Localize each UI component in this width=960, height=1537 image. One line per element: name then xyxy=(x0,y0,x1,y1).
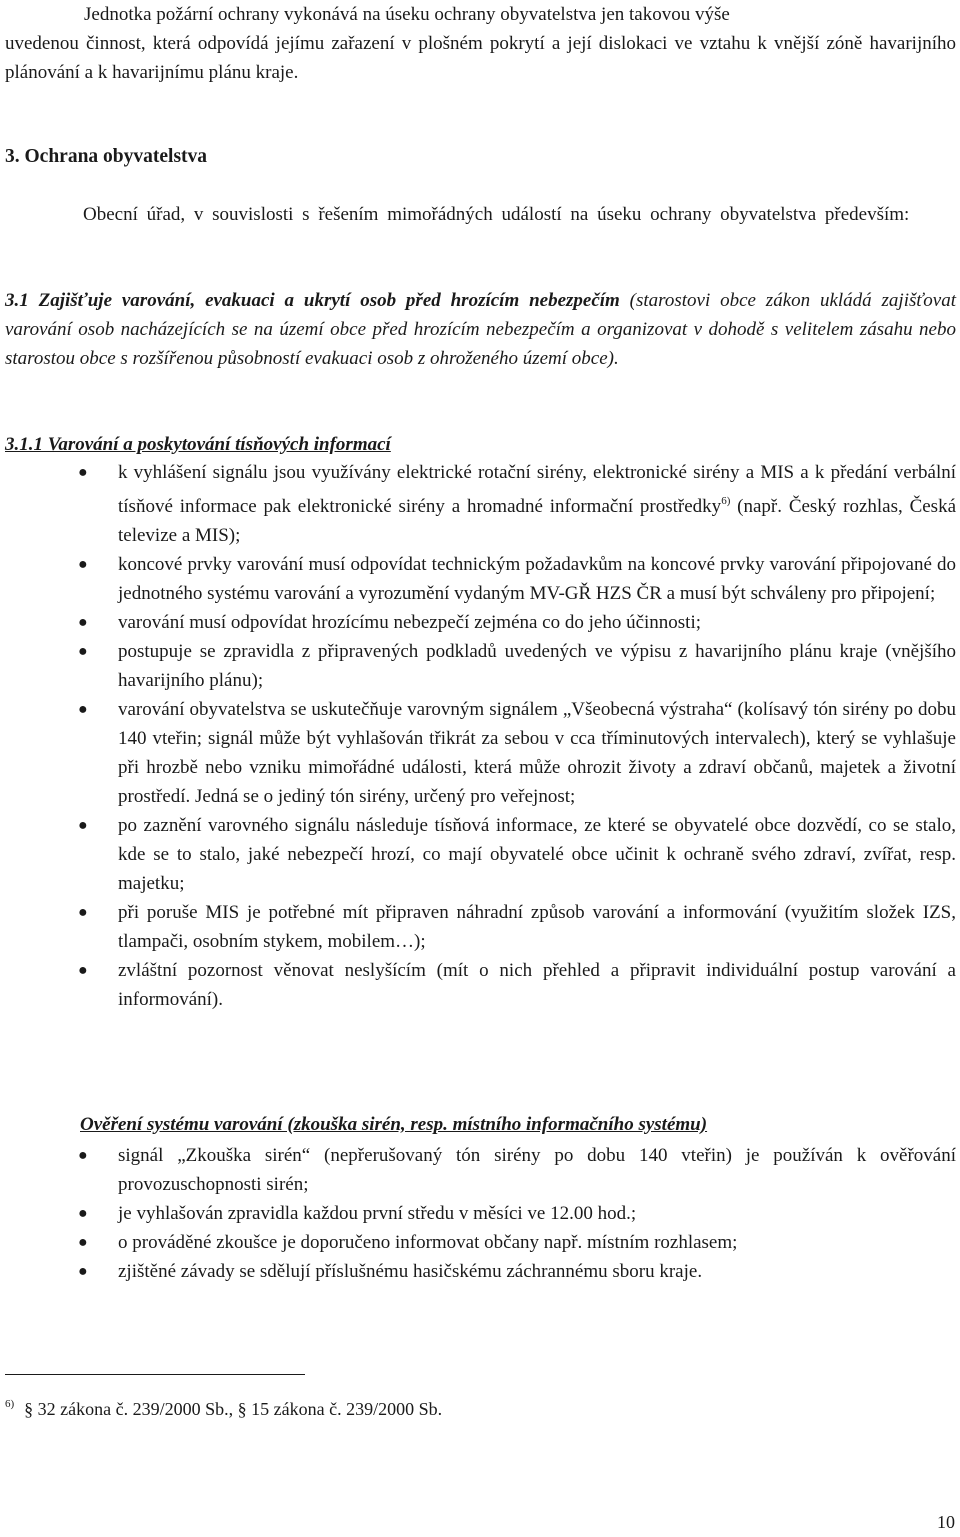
section-3-1-paragraph xyxy=(5,286,956,373)
section-3-1-title: 3.1 Zajišťuje varování, evakuaci a ukrytí osob před hrozícím nebezpečím xyxy=(5,290,620,311)
list-item: ● po zaznění varovného signálu následuje tísňová informace, ze které se obyvatelé obce dozvědí, co se stalo, kde se to stalo, jaké nebezpečí hrozí, co mají obyvatelé obce učinit k ochraně svého zdraví, zvířat, resp. majetku; xyxy=(0,811,960,898)
section-3-paragraph: Obecní úřad, v souvislosti s řešením mimořádných událostí na úseku ochrany obyvatelstva především: xyxy=(83,204,910,225)
footnote xyxy=(5,1390,442,1424)
bullet-icon: ● xyxy=(78,904,88,921)
bullet-icon: ● xyxy=(78,556,88,573)
bullet-icon: ● xyxy=(78,1263,88,1280)
intro-paragraph xyxy=(5,0,956,87)
footnote-ref: 6) xyxy=(721,495,731,507)
bullet-icon: ● xyxy=(78,643,88,660)
list-item: ● při poruše MIS je potřebné mít připraven náhradní způsob varování a informování (využitím složek IZS, tlampači, osobním stykem, mobilem…); xyxy=(0,898,960,956)
bullet-icon: ● xyxy=(78,1147,88,1164)
list-item: ● zvláštní pozornost věnovat neslyšícím (mít o nich přehled a připravit individuální postup varování a informování). xyxy=(0,956,960,1014)
page-number: 10 xyxy=(937,1512,955,1532)
intro-first-line: Jednotka požární ochrany vykonává na úseku ochrany obyvatelstva jen takovou výše xyxy=(84,4,730,25)
footnote-divider xyxy=(5,1374,305,1375)
list-item: ● postupuje se zpravidla z připravených podkladů uvedených ve výpisu z havarijního plánu kraje (vnějšího havarijního plánu); xyxy=(0,637,960,695)
bullet-icon: ● xyxy=(78,817,88,834)
bullet-icon: ● xyxy=(78,614,88,631)
warning-bullet-list xyxy=(0,458,960,1014)
section-3-1-text: (starostovi obce zákon ukládá zajišťovat varování osob nacházejících se na území obce před hrozícím nebezpečím a organizovat v dohodě s velitelem zásahu nebo starostou obce s rozšířenou působností evakuaci osob z ohroženého území obce). xyxy=(5,290,956,369)
bullet-icon: ● xyxy=(78,962,88,979)
list-item: ● koncové prvky varování musí odpovídat technickým požadavkům na koncové prvky varování připojované do jednotného systému varování a vyrozumění vydaným MV-GŘ HZS ČR a musí být schváleny pro připojení; xyxy=(0,550,960,608)
section-3-heading: 3. Ochrana obyvatelstva xyxy=(5,146,208,167)
intro-rest: uvedenou činnost, která odpovídá jejímu zařazení v plošném pokrytí a její dislokaci ve vztahu k vnější zóně havarijního plánování a k havarijnímu plánu kraje. xyxy=(5,33,956,83)
list-item: ● zjištěné závady se sdělují příslušnému hasičskému záchrannému sboru kraje. xyxy=(0,1257,960,1286)
list-item: ● varování musí odpovídat hrozícímu nebezpečí zejména co do jeho účinnosti; xyxy=(0,608,960,637)
footnote-text: § 32 zákona č. 239/2000 Sb., § 15 zákona č. 239/2000 Sb. xyxy=(24,1399,443,1419)
list-item: ● je vyhlašován zpravidla každou první středu v měsíci ve 12.00 hod.; xyxy=(0,1199,960,1228)
bullet-icon: ● xyxy=(78,1205,88,1222)
bullet-icon: ● xyxy=(78,1234,88,1251)
section-3-1-1-heading: 3.1.1 Varování a poskytování tísňových informací xyxy=(5,434,391,455)
bullet-icon: ● xyxy=(78,701,88,718)
footnote-mark: 6) xyxy=(5,1398,15,1410)
siren-test-heading: Ověření systému varování (zkouška sirén, resp. místního informačního systému) xyxy=(80,1114,708,1135)
bullet-icon: ● xyxy=(78,464,88,481)
list-item: ● k vyhlášení signálu jsou využívány elektrické rotační sirény, elektronické sirény a MIS a k předání verbální tísňové informace pak elektronické sirény a hromadné informační prostředky$^{6)}$ (např. Český rozhlas, Česká televize a MIS); xyxy=(0,458,960,550)
list-item: ● varování obyvatelstva se uskutečňuje varovným signálem „Všeobecná výstraha“ (kolísavý tón sirény po dobu 140 vteřin; signál může být vyhlašován třikrát za sebou v cca tříminutových intervalech), který se vyhlašuje při hrozbě nebo vzniku mimořádné události, která může ohrozit životy a zdraví občanů, majetek a životní prostředí. Jedná se o jediný tón sirény, určený pro veřejnost; xyxy=(0,695,960,811)
siren-test-bullet-list xyxy=(0,1141,960,1286)
list-item: ● signál „Zkouška sirén“ (nepřerušovaný tón sirény po dobu 140 vteřin) je používán k ověřování provozuschopnosti sirén; xyxy=(0,1141,960,1199)
list-item: ● o prováděné zkoušce je doporučeno informovat občany např. místním rozhlasem; xyxy=(0,1228,960,1257)
